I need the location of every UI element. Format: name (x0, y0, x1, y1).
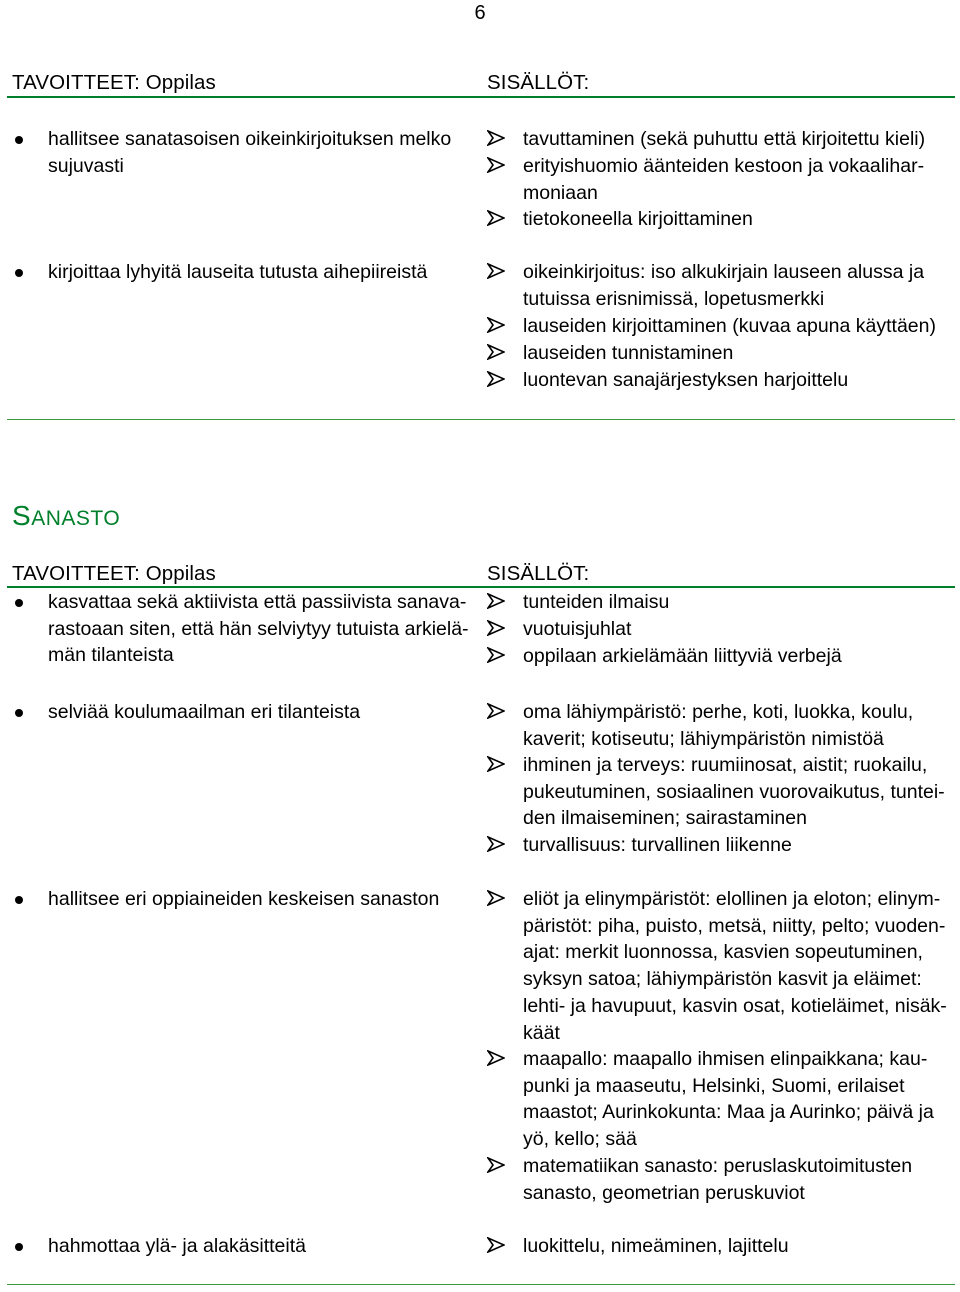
arrow-bullet-icon (487, 371, 507, 391)
content-item: turvallisuus: turvallinen liikenne (523, 834, 792, 856)
bullet-icon (15, 269, 23, 277)
bullet-icon (15, 599, 23, 607)
section-title-sanasto: SANASTO (12, 500, 121, 531)
arrow-bullet-icon (487, 344, 507, 364)
arrow-bullet-icon (487, 890, 507, 910)
page-number: 6 (474, 2, 486, 24)
section-end-rule (7, 1284, 955, 1285)
arrow-bullet-icon (487, 263, 507, 283)
content-item: lauseiden tunnistaminen (523, 342, 734, 364)
arrow-bullet-icon (487, 210, 507, 230)
arrow-bullet-icon (487, 130, 507, 150)
content-item: ihminen ja terveys: ruumiinosat, aistit; ruokailu, pukeutuminen, sosiaalinen vuorovaikutus, tuntei- den ilmaiseminen; sairastaminen (523, 754, 945, 830)
content-item: maapallo: maapallo ihmisen elinpaikkana; kau- punki ja maaseutu, Helsinki, Suomi, erilaiset maastot; Aurinkokunta: Maa ja Aurinko; päivä ja yö, kello; sää (523, 1048, 934, 1151)
header-rule-1 (7, 96, 955, 98)
goal-item: hahmottaa ylä- ja alakäsitteitä (48, 1235, 306, 1257)
content-item: lauseiden kirjoittaminen (kuvaa apuna käyttäen) (523, 315, 936, 337)
content-item: oikeinkirjoitus: iso alkukirjain lauseen alussa ja tutuissa erisnimissä, lopetusmerkki (523, 261, 925, 310)
goal-item: kasvattaa sekä aktiivista että passiivista sanava- rastoaan siten, että hän selviytyy tutuista arkielä- män tilanteista (48, 591, 469, 667)
bullet-icon (15, 136, 23, 144)
content-item: vuotuisjuhlat (523, 618, 632, 640)
arrow-bullet-icon (487, 756, 507, 776)
contents-header-2: SISÄLLÖT: (487, 562, 590, 585)
content-item: tietokoneella kirjoittaminen (523, 208, 753, 230)
arrow-bullet-icon (487, 1050, 507, 1070)
content-item: eliöt ja elinympäristöt: elollinen ja eloton; elinym- päristöt: piha, puisto, metsä, niitty, pelto; vuoden- ajat: merkit luonnossa, kasvien sopeutuminen, syksyn satoa; lähiympäristön kasvit ja eläimet: lehti- ja havupuut, kasvin osat, kotieläimet, nisäk- käät (523, 888, 947, 1044)
goals-header-1: TAVOITTEET: Oppilas (12, 71, 216, 94)
header-rule-2 (7, 586, 955, 588)
goal-item: hallitsee eri oppiaineiden keskeisen sanaston (48, 888, 440, 910)
goal-item: selviää koulumaailman eri tilanteista (48, 701, 361, 723)
arrow-bullet-icon (487, 317, 507, 337)
content-item: erityishuomio äänteiden kestoon ja vokaalihar- moniaan (523, 155, 925, 204)
section-end-rule (7, 419, 955, 420)
arrow-bullet-icon (487, 836, 507, 856)
content-item: luontevan sanajärjestyksen harjoittelu (523, 369, 849, 391)
content-item: oma lähiympäristö: perhe, koti, luokka, koulu, kaverit; kotiseutu; lähiympäristön nimistöä (523, 701, 914, 750)
arrow-bullet-icon (487, 593, 507, 613)
arrow-bullet-icon (487, 1157, 507, 1177)
contents-header-1: SISÄLLÖT: (487, 71, 590, 94)
bullet-icon (15, 896, 23, 904)
goal-item: hallitsee sanatasoisen oikeinkirjoituksen melko sujuvasti (48, 128, 452, 177)
content-item: luokittelu, nimeäminen, lajittelu (523, 1235, 789, 1257)
content-item: oppilaan arkielämään liittyviä verbejä (523, 645, 842, 667)
bullet-icon (15, 709, 23, 717)
arrow-bullet-icon (487, 703, 507, 723)
arrow-bullet-icon (487, 647, 507, 667)
content-item: tunteiden ilmaisu (523, 591, 670, 613)
content-item: tavuttaminen (sekä puhuttu että kirjoitettu kieli) (523, 128, 926, 150)
arrow-bullet-icon (487, 620, 507, 640)
goal-item: kirjoittaa lyhyitä lauseita tutusta aihepiireistä (48, 261, 428, 283)
content-item: matematiikan sanasto: peruslaskutoimitusten sanasto, geometrian peruskuviot (523, 1155, 913, 1204)
arrow-bullet-icon (487, 157, 507, 177)
bullet-icon (15, 1243, 23, 1251)
arrow-bullet-icon (487, 1237, 507, 1257)
goals-header-2: TAVOITTEET: Oppilas (12, 562, 216, 585)
